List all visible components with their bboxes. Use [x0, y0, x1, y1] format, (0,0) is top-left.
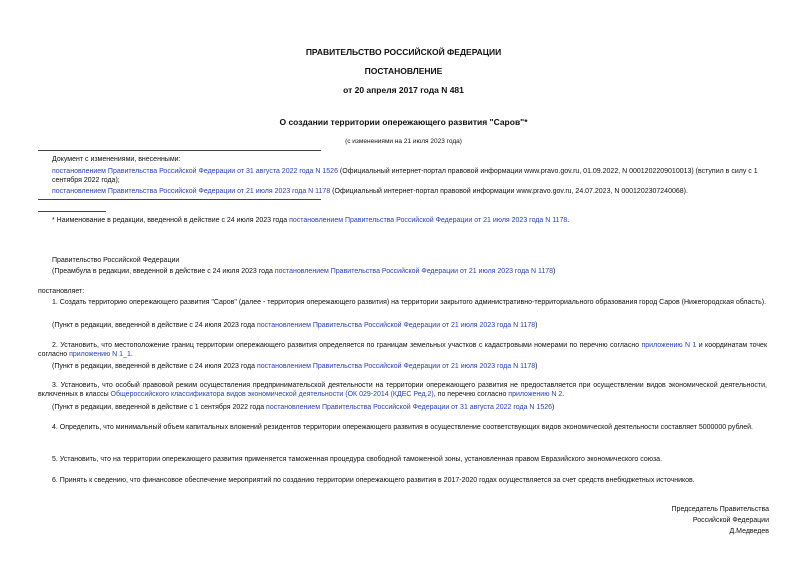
footnote-text: * Наименование в редакции, введенной в действие с 24 июля 2023 года: [52, 217, 290, 224]
paragraph-6: 6. Принять к сведению, что финансовое обеспечение мероприятий по созданию территории опережающего развития в 2017-2020 годах осуществляется за счет средств внебюджетных источников.: [52, 477, 695, 484]
annex-1-link[interactable]: приложению N 1: [641, 342, 697, 349]
resolves: постановляет:: [38, 288, 85, 295]
signature-name: Д.Медведев: [729, 528, 769, 535]
paragraph-2-note-link[interactable]: постановлением Правительства Российской Федерации от 21 июля 2023 года N 1178: [256, 363, 536, 370]
paragraph-1-note: (Пункт в редакции, введенной в действие с 24 июля 2023 года постановлением Правительства Российской Федерации от 21 июля 2023 года N 1178): [52, 322, 538, 329]
paragraph-2-note: (Пункт в редакции, введенной в действие с 24 июля 2023 года постановлением Правительства Российской Федерации от 21 июля 2023 года N 1178): [52, 363, 538, 370]
okved-link[interactable]: Общероссийского классификатора видов экономической деятельности: [110, 391, 344, 398]
paragraph-3: 3. Установить, что особый правовой режим осуществления предпринимательской деятельности на территории опережающего развития не предоставляется при осуществлении видов экономической деятельности, включенных в классы Общероссийского классификатора видов экономической деятельности (ОК 029-2014 (КДЕС Ред.2), по перечню согласно приложению N 2.: [38, 382, 767, 398]
date-number: от 20 апреля 2017 года N 481: [343, 85, 464, 95]
amendment-1-text: (Официальный интернет-портал правовой информации www.pravo.gov.ru, 01.09.2022, N 0001202209010013) (вступил в силу с 1 сентября 2022 года);: [52, 168, 758, 184]
preamble-line: Правительство Российской Федерации: [52, 257, 180, 264]
divider: [38, 150, 321, 151]
paragraph-1: 1. Создать территорию опережающего развития "Саров" (далее - территория опережающего развития) на территории закрытого административно-территориального образования город Саров (Нижегородская область).: [52, 299, 767, 306]
changes-note: (с изменениями на 21 июля 2023 года): [345, 138, 462, 145]
paragraph-2: 2. Установить, что местоположение границ территории опережающего развития определяется по границам земельных участков с кадастровыми номерами по перечню согласно приложению N 1 и координатам точек согласно приложению N 1_1.: [38, 342, 768, 358]
amendment-2: [52, 187, 767, 196]
annex-2-link[interactable]: приложению N 2: [508, 391, 563, 398]
paragraph-5: 5. Установить, что на территории опережающего развития применяется таможенная процедура свободной таможенной зоны, установленная правом Евразийского экономического союза.: [52, 456, 663, 463]
signature-title: Председатель Правительства: [671, 506, 769, 513]
government-heading: ПРАВИТЕЛЬСТВО РОССИЙСКОЙ ФЕДЕРАЦИИ: [305, 47, 502, 57]
preamble-note: (Преамбула в редакции, введенной в действие с 24 июля 2023 года постановлением Правительства Российской Федерации от 21 июля 2023 года N 1178): [52, 268, 556, 275]
footnote-divider: [38, 211, 106, 212]
amendment-1-link[interactable]: постановлением Правительства Российской Федерации от 31 августа 2022 года N 1526: [52, 168, 338, 175]
paragraph-4: 4. Определить, что минимальный объем капитальных вложений резидентов территории опережающего развития в осуществление соответствующих видов экономической деятельности составляет 5000000 рублей.: [52, 424, 753, 431]
preamble-note-link[interactable]: постановлением Правительства Российской Федерации от 21 июля 2023 года N 1178: [274, 268, 554, 275]
divider: [38, 199, 321, 200]
paragraph-3-note-link[interactable]: постановлением Правительства Российской Федерации от 31 августа 2022 года N 1526: [266, 404, 552, 411]
amendment-2-text: (Официальный интернет-портал правовой информации www.pravo.gov.ru, 24.07.2023, N 0001202307240068).: [330, 188, 688, 195]
paragraph-1-note-link[interactable]: постановлением Правительства Российской Федерации от 21 июля 2023 года N 1178: [256, 322, 536, 329]
paragraph-3-note: (Пункт в редакции, введенной в действие с 1 сентября 2022 года постановлением Правительства Российской Федерации от 31 августа 2022 года N 1526): [52, 404, 555, 411]
signature-org: Российской Федерации: [692, 517, 769, 524]
amendment-2-link[interactable]: постановлением Правительства Российской Федерации от 21 июля 2023 года N 1178: [52, 188, 331, 195]
amendments-intro: Документ с изменениями, внесенными:: [52, 156, 181, 163]
doc-type-heading: ПОСТАНОВЛЕНИЕ: [364, 66, 443, 76]
amendment-1: [52, 167, 767, 185]
ok-029-link[interactable]: (ОК 029-2014 (КДЕС Ред.2): [345, 391, 434, 398]
footnote: * Наименование в редакции, введенной в действие с 24 июля 2023 года постановлением Правительства Российской Федерации от 21 июля 2023 года N 1178.: [52, 217, 570, 224]
document-title: О создании территории опережающего развития "Саров"*: [279, 117, 528, 127]
footnote-link[interactable]: постановлением Правительства Российской Федерации от 21 июля 2023 года N 1178: [289, 217, 568, 224]
annex-1-1-link[interactable]: приложению N 1_1: [69, 351, 131, 358]
